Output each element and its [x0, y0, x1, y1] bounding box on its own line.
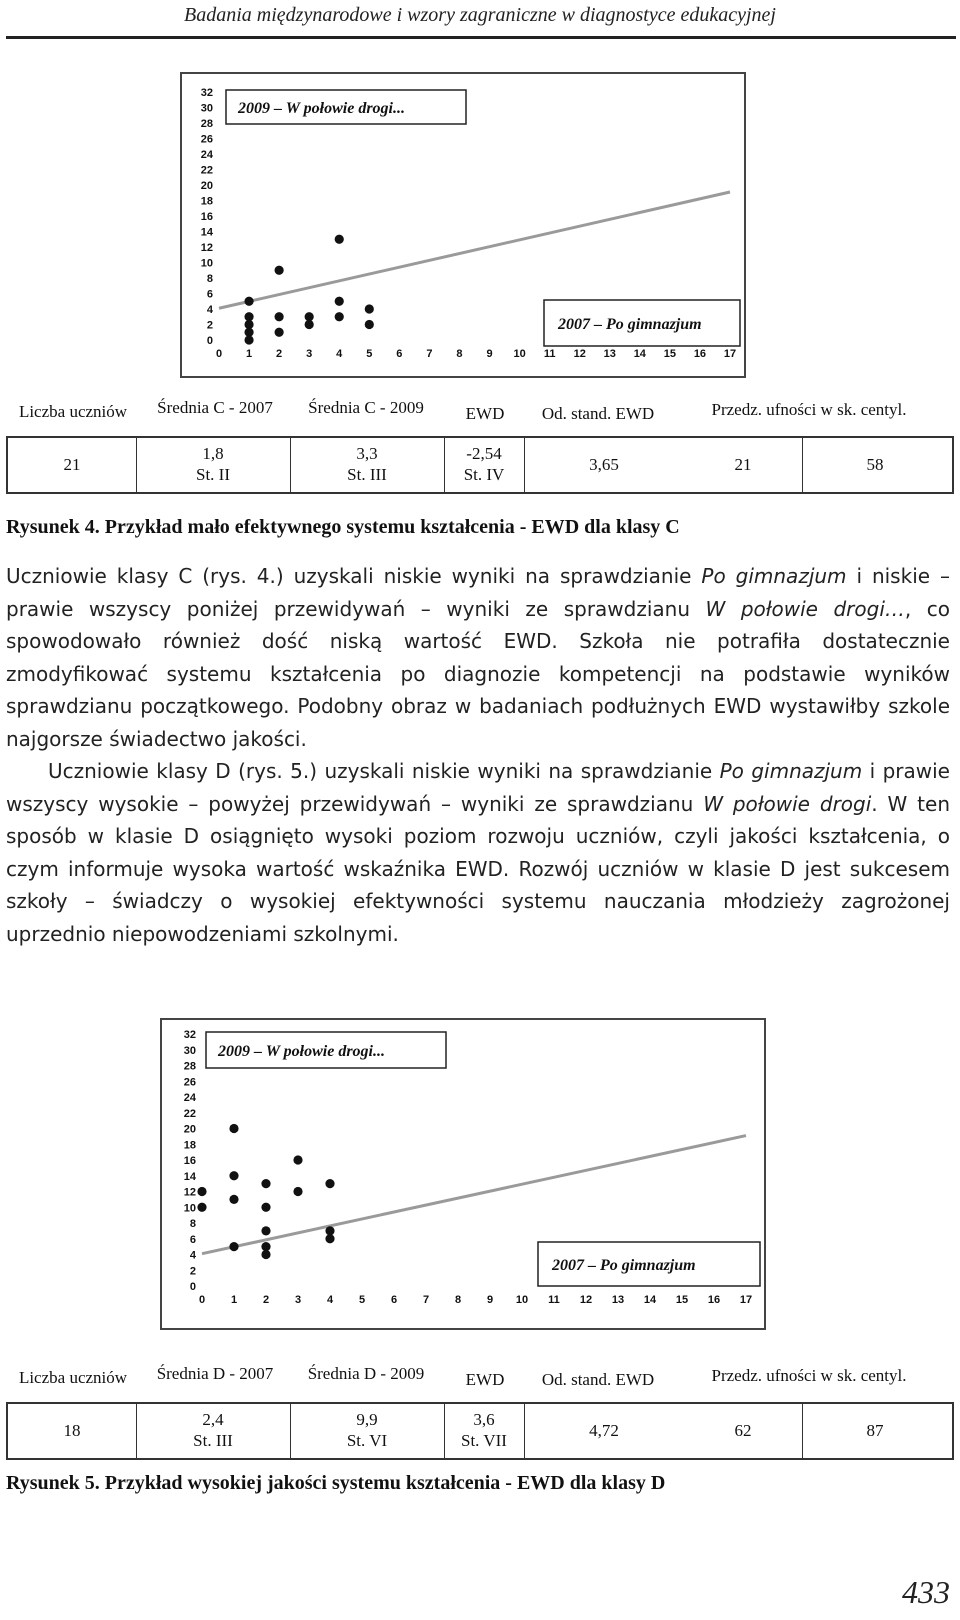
y-tick-label: 16 — [200, 211, 213, 223]
data-point — [325, 1234, 334, 1243]
data-point — [335, 235, 344, 244]
value-ci-high: 58 — [866, 455, 884, 474]
value-student-count: 21 — [63, 455, 81, 474]
header-sd-ewd: Od. stand. EWD — [541, 1370, 655, 1389]
x-tick-label: 4 — [326, 1294, 334, 1306]
x-tick-label: 2 — [276, 348, 283, 360]
x-axis-title: 2007 – Po gimnazjum — [558, 316, 702, 333]
y-tick-label: 10 — [200, 257, 213, 270]
data-point — [293, 1155, 302, 1164]
paragraph-class-c: Uczniowie klasy C (rys. 4.) uzyskali niskie wyniki na sprawdzianie Po gimnazjum i niskie – prawie wszyscy poniżej przewidywań – wyniki ze sprawdzianu W połowie drogi…, co spowodowało również dość niską wartość EWD. Szkoła nie potrafiła dostatecznie zmodyfikować systemu kształcenia po diagnozie kompetencji na podstawie wyników sprawdzianu początkowego. Podobny obraz w badaniach podłużnych EWD wystawiłby szkole najgorsze świadectwo jakości. — [6, 564, 950, 751]
header-mean-2007: Średnia D - 2007 — [156, 1364, 274, 1383]
x-tick-label: 9 — [486, 348, 493, 360]
data-point — [305, 320, 314, 329]
header-mean-2007: Średnia C - 2007 — [157, 398, 273, 417]
x-tick-label: 11 — [548, 1294, 560, 1306]
stats-header-row — [6, 1362, 950, 1398]
y-tick-label: 30 — [200, 102, 213, 115]
data-point — [293, 1187, 302, 1196]
x-axis-title: 2007 – Po gimnazjum — [552, 1257, 696, 1274]
x-tick-label: 0 — [198, 1294, 206, 1306]
x-tick-label: 5 — [358, 1294, 366, 1306]
figure5-chart — [160, 1018, 766, 1330]
figure4-caption: Rysunek 4. Przykład mało efektywnego systemu kształcenia - EWD dla klasy C — [6, 516, 680, 538]
value-sd-ewd: 3,65 — [589, 455, 619, 474]
x-tick-label: 7 — [426, 348, 433, 360]
x-tick-label: 15 — [675, 1294, 689, 1306]
value-mean-2007-level: St. II — [196, 465, 230, 484]
data-point — [261, 1242, 270, 1251]
x-tick-label: 8 — [456, 348, 463, 360]
y-axis-title: 2009 – W połowie drogi... — [218, 1043, 385, 1060]
y-tick-label: 0 — [189, 1281, 196, 1293]
y-tick-label: 2 — [189, 1265, 196, 1278]
x-tick-label: 1 — [230, 1294, 238, 1306]
data-point — [335, 312, 344, 321]
y-tick-label: 24 — [183, 1092, 196, 1104]
data-point — [229, 1124, 238, 1133]
stats-header-row — [6, 396, 950, 432]
data-point — [244, 335, 253, 344]
data-point — [275, 266, 284, 275]
value-ewd: -2,54 — [466, 444, 502, 463]
running-head: Badania międzynarodowe i wzory zagraniczne w diagnostyce edukacyjnej — [184, 4, 776, 26]
data-point — [275, 328, 284, 337]
y-tick-label: 10 — [183, 1202, 196, 1215]
figure5-caption: Rysunek 5. Przykład wysokiej jakości systemu kształcenia - EWD dla klasy D — [6, 1472, 666, 1494]
value-sd-ewd: 4,72 — [589, 1421, 619, 1440]
data-point — [365, 320, 374, 329]
x-tick-label: 10 — [513, 348, 526, 360]
header-ewd: EWD — [465, 1370, 505, 1389]
y-tick-label: 6 — [206, 288, 213, 301]
data-point — [325, 1226, 334, 1235]
data-point — [335, 297, 344, 306]
y-tick-label: 18 — [200, 195, 213, 208]
header-student-count: Liczba uczniów — [18, 402, 128, 421]
x-tick-label: 14 — [643, 1294, 657, 1306]
value-ewd-level: St. IV — [463, 465, 505, 484]
x-tick-label: 6 — [390, 1294, 398, 1306]
x-tick-label: 10 — [515, 1294, 529, 1306]
y-tick-label: 8 — [189, 1218, 196, 1230]
data-point — [229, 1242, 238, 1251]
header-ewd: EWD — [465, 404, 505, 423]
x-tick-label: 0 — [215, 348, 223, 360]
value-mean-2009: 9,9 — [356, 1410, 378, 1429]
value-mean-2007: 1,8 — [202, 444, 224, 463]
x-tick-label: 12 — [573, 348, 586, 360]
y-tick-label: 22 — [200, 164, 213, 177]
value-mean-2007: 2,4 — [202, 1410, 224, 1429]
y-tick-label: 26 — [183, 1076, 196, 1089]
y-tick-label: 0 — [206, 335, 213, 347]
header-student-count: Liczba uczniów — [18, 1368, 128, 1387]
x-tick-label: 16 — [707, 1294, 721, 1306]
value-mean-2007-level: St. III — [193, 1431, 233, 1450]
y-tick-label: 30 — [183, 1044, 196, 1057]
stats-values-row — [6, 436, 954, 494]
y-tick-label: 18 — [183, 1139, 196, 1152]
value-student-count: 18 — [63, 1421, 81, 1440]
figure4-stats-table — [6, 396, 950, 494]
x-tick-label: 5 — [366, 348, 373, 360]
x-tick-label: 11 — [543, 348, 556, 360]
header-confidence-interval: Przedz. ufności w sk. centyl. — [711, 1366, 907, 1385]
y-tick-label: 4 — [189, 1249, 196, 1262]
y-tick-label: 2 — [206, 319, 213, 332]
x-tick-label: 13 — [603, 348, 616, 360]
y-tick-label: 28 — [183, 1060, 196, 1073]
x-tick-label: 15 — [663, 348, 677, 360]
x-tick-label: 13 — [611, 1294, 625, 1306]
page-number: 433 — [902, 1574, 950, 1610]
regression-line — [202, 1136, 746, 1254]
value-mean-2009: 3,3 — [356, 444, 378, 463]
y-tick-label: 4 — [206, 304, 213, 316]
data-point — [325, 1179, 334, 1188]
x-tick-label: 1 — [245, 348, 253, 360]
x-tick-label: 7 — [422, 1294, 430, 1306]
x-tick-label: 6 — [396, 348, 403, 360]
data-point — [197, 1203, 206, 1212]
data-point — [365, 304, 374, 313]
x-tick-label: 9 — [486, 1294, 494, 1306]
figure4-chart — [180, 72, 746, 378]
x-tick-label: 17 — [739, 1294, 753, 1306]
x-tick-label: 14 — [633, 348, 646, 360]
header-mean-2009: Średnia D - 2009 — [307, 1364, 425, 1383]
data-point — [275, 312, 284, 321]
regression-line — [219, 192, 730, 308]
value-mean-2009-level: St. III — [347, 465, 387, 484]
value-ci-low: 62 — [734, 1421, 752, 1440]
value-ewd: 3,6 — [473, 1410, 495, 1429]
value-ewd-level: St. VII — [461, 1431, 507, 1450]
header-confidence-interval: Przedz. ufności w sk. centyl. — [711, 400, 907, 419]
value-mean-2009-level: St. VI — [346, 1431, 388, 1450]
data-point — [261, 1203, 270, 1212]
x-tick-label: 3 — [306, 348, 313, 360]
y-tick-label: 16 — [183, 1155, 196, 1167]
x-tick-label: 8 — [454, 1294, 462, 1306]
x-tick-label: 2 — [262, 1294, 270, 1306]
x-tick-label: 3 — [294, 1294, 302, 1306]
data-point — [229, 1171, 238, 1180]
x-tick-label: 12 — [579, 1294, 593, 1306]
y-tick-label: 22 — [183, 1107, 196, 1120]
y-tick-label: 32 — [183, 1029, 196, 1041]
value-ci-low: 21 — [734, 455, 752, 474]
value-ci-high: 87 — [866, 1421, 884, 1440]
y-tick-label: 8 — [206, 273, 213, 285]
y-tick-label: 6 — [189, 1233, 196, 1246]
data-point — [261, 1179, 270, 1188]
header-mean-2009: Średnia C - 2009 — [308, 398, 424, 417]
paragraph-class-d: Uczniowie klasy D (rys. 5.) uzyskali niskie wyniki na sprawdzianie Po gimnazjum i prawie wszyscy wysokie – powyżej przewidywań – wyniki ze sprawdzianu W połowie drogi. W ten sposób w klasie D osiągnięto wysoki poziom rozwoju uczniów, czyli jakości kształcenia, o czym informuje wysoka wartość wskaźnika EWD. Rozwój uczniów w klasie D jest sukcesem szkoły – świadczy o wysokiej efektywności systemu nauczania młodzieży zagrożonej uprzednio niepowodzeniami szkolnymi. — [6, 759, 950, 946]
body-text — [6, 560, 950, 950]
figure4-chart-svg — [182, 74, 744, 376]
figure5-stats-table — [6, 1362, 950, 1460]
header-rule — [6, 36, 956, 39]
y-tick-label: 28 — [200, 118, 213, 130]
data-point — [261, 1250, 270, 1259]
figure5-chart-svg — [162, 1020, 764, 1328]
header-sd-ewd: Od. stand. EWD — [541, 404, 655, 423]
data-point — [229, 1195, 238, 1204]
y-tick-label: 26 — [200, 133, 213, 146]
y-tick-label: 14 — [200, 226, 213, 239]
y-tick-label: 32 — [200, 87, 213, 99]
x-tick-label: 16 — [693, 348, 707, 360]
y-tick-label: 12 — [200, 242, 213, 254]
y-axis-title: 2009 – W połowie drogi... — [238, 100, 405, 117]
data-point — [244, 297, 253, 306]
y-tick-label: 12 — [183, 1186, 196, 1199]
data-point — [197, 1187, 206, 1196]
stats-values-row — [6, 1402, 954, 1460]
y-tick-label: 24 — [200, 149, 213, 161]
x-tick-label: 17 — [723, 348, 737, 360]
y-tick-label: 20 — [200, 180, 213, 192]
x-tick-label: 4 — [336, 348, 343, 360]
data-point — [261, 1226, 270, 1235]
y-tick-label: 20 — [183, 1123, 196, 1136]
y-tick-label: 14 — [183, 1170, 196, 1183]
